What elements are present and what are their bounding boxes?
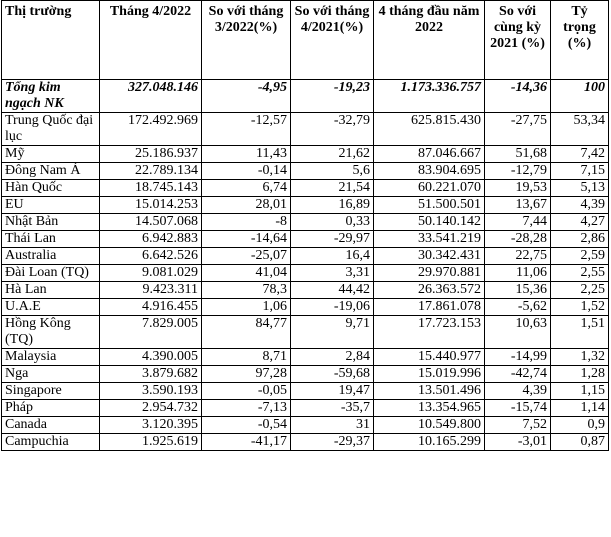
table-row [2, 366, 609, 383]
cell-share: 1,52 [551, 299, 609, 316]
cell-month-4-2022: 6.942.883 [100, 231, 202, 248]
cell-market: U.A.E [2, 299, 100, 316]
cell-month-4-2022: 22.789.134 [100, 163, 202, 180]
cell-vs-same-period-2021: 15,36 [485, 282, 551, 299]
cell-share: 7,15 [551, 163, 609, 180]
cell-market: Campuchia [2, 434, 100, 451]
cell-4-months-2022: 30.342.431 [374, 248, 485, 265]
cell-month-4-2022: 6.642.526 [100, 248, 202, 265]
cell-vs-same-period-2021: -3,01 [485, 434, 551, 451]
cell-vs-same-period-2021: 4,39 [485, 383, 551, 400]
cell-vs-same-period-2021: 11,06 [485, 265, 551, 282]
cell-market: Trung Quốc đại lục [2, 113, 100, 146]
header-vs-same-period-2021: So với cùng kỳ 2021 (%) [485, 1, 551, 80]
cell-4-months-2022: 26.363.572 [374, 282, 485, 299]
table-row [2, 248, 609, 265]
cell-month-4-2022: 9.081.029 [100, 265, 202, 282]
header-4-months-2022: 4 tháng đầu năm 2022 [374, 1, 485, 80]
table-row [2, 180, 609, 197]
cell-market: Mỹ [2, 146, 100, 163]
cell-market: EU [2, 197, 100, 214]
table-row [2, 197, 609, 214]
cell-share: 5,13 [551, 180, 609, 197]
import-market-table [1, 0, 609, 451]
cell-vs-month-3-2022: -0,54 [202, 417, 291, 434]
cell-month-4-2022: 14.507.068 [100, 214, 202, 231]
cell-vs-month-4-2021: -29,37 [291, 434, 374, 451]
cell-share: 2,55 [551, 265, 609, 282]
cell-vs-month-3-2022: 78,3 [202, 282, 291, 299]
cell-4-months-2022: 29.970.881 [374, 265, 485, 282]
cell-vs-same-period-2021: -12,79 [485, 163, 551, 180]
cell-vs-month-3-2022: 41,04 [202, 265, 291, 282]
cell-vs-month-4-2021: 9,71 [291, 316, 374, 349]
cell-vs-month-4-2021: -29,97 [291, 231, 374, 248]
table-row [2, 434, 609, 451]
cell-share: 100 [551, 80, 609, 113]
cell-share: 0,87 [551, 434, 609, 451]
cell-vs-month-3-2022: 8,71 [202, 349, 291, 366]
cell-vs-same-period-2021: -28,28 [485, 231, 551, 248]
header-month-4-2022: Tháng 4/2022 [100, 1, 202, 80]
cell-market: Pháp [2, 400, 100, 417]
cell-month-4-2022: 2.954.732 [100, 400, 202, 417]
cell-share: 1,28 [551, 366, 609, 383]
cell-4-months-2022: 50.140.142 [374, 214, 485, 231]
cell-vs-same-period-2021: 51,68 [485, 146, 551, 163]
table-row [2, 400, 609, 417]
cell-share: 1,15 [551, 383, 609, 400]
cell-vs-same-period-2021: 19,53 [485, 180, 551, 197]
cell-vs-same-period-2021: 10,63 [485, 316, 551, 349]
cell-market: Nga [2, 366, 100, 383]
table-row [2, 282, 609, 299]
cell-market: Đài Loan (TQ) [2, 265, 100, 282]
table-row [2, 146, 609, 163]
table-row [2, 316, 609, 349]
table-row [2, 383, 609, 400]
cell-vs-same-period-2021: -42,74 [485, 366, 551, 383]
cell-vs-month-4-2021: -59,68 [291, 366, 374, 383]
cell-market: Tổng kim ngạch NK [2, 80, 100, 113]
table-body [2, 80, 609, 451]
cell-vs-month-4-2021: 5,6 [291, 163, 374, 180]
cell-share: 2,86 [551, 231, 609, 248]
cell-share: 4,27 [551, 214, 609, 231]
cell-vs-month-3-2022: 1,06 [202, 299, 291, 316]
cell-vs-month-3-2022: 84,77 [202, 316, 291, 349]
cell-market: Nhật Bản [2, 214, 100, 231]
cell-4-months-2022: 15.019.996 [374, 366, 485, 383]
cell-month-4-2022: 18.745.143 [100, 180, 202, 197]
cell-vs-month-3-2022: -0,14 [202, 163, 291, 180]
cell-vs-month-3-2022: -4,95 [202, 80, 291, 113]
cell-vs-month-4-2021: 19,47 [291, 383, 374, 400]
cell-vs-month-3-2022: -14,64 [202, 231, 291, 248]
cell-4-months-2022: 87.046.667 [374, 146, 485, 163]
cell-market: Thái Lan [2, 231, 100, 248]
cell-vs-same-period-2021: -5,62 [485, 299, 551, 316]
header-vs-month-4-2021: So với tháng 4/2021(%) [291, 1, 374, 80]
cell-month-4-2022: 172.492.969 [100, 113, 202, 146]
table-row [2, 214, 609, 231]
cell-4-months-2022: 625.815.430 [374, 113, 485, 146]
cell-market: Singapore [2, 383, 100, 400]
table-row [2, 299, 609, 316]
cell-vs-same-period-2021: -15,74 [485, 400, 551, 417]
cell-month-4-2022: 15.014.253 [100, 197, 202, 214]
cell-month-4-2022: 327.048.146 [100, 80, 202, 113]
cell-vs-month-3-2022: 11,43 [202, 146, 291, 163]
cell-vs-month-3-2022: -7,13 [202, 400, 291, 417]
cell-market: Hà Lan [2, 282, 100, 299]
cell-share: 2,25 [551, 282, 609, 299]
cell-share: 2,59 [551, 248, 609, 265]
cell-4-months-2022: 17.861.078 [374, 299, 485, 316]
cell-vs-same-period-2021: 7,44 [485, 214, 551, 231]
cell-market: Australia [2, 248, 100, 265]
cell-vs-month-3-2022: 97,28 [202, 366, 291, 383]
header-market: Thị trường [2, 1, 100, 80]
cell-4-months-2022: 17.723.153 [374, 316, 485, 349]
cell-market: Hồng Kông (TQ) [2, 316, 100, 349]
cell-market: Malaysia [2, 349, 100, 366]
cell-share: 7,42 [551, 146, 609, 163]
cell-month-4-2022: 4.390.005 [100, 349, 202, 366]
cell-share: 4,39 [551, 197, 609, 214]
cell-vs-month-4-2021: 0,33 [291, 214, 374, 231]
cell-vs-same-period-2021: -14,99 [485, 349, 551, 366]
cell-share: 0,9 [551, 417, 609, 434]
cell-vs-month-3-2022: 6,74 [202, 180, 291, 197]
table-row [2, 113, 609, 146]
cell-4-months-2022: 13.501.496 [374, 383, 485, 400]
cell-vs-month-4-2021: 21,54 [291, 180, 374, 197]
cell-vs-month-3-2022: -25,07 [202, 248, 291, 265]
cell-4-months-2022: 60.221.070 [374, 180, 485, 197]
table-row [2, 349, 609, 366]
cell-vs-same-period-2021: 13,67 [485, 197, 551, 214]
cell-share: 1,51 [551, 316, 609, 349]
cell-4-months-2022: 1.173.336.757 [374, 80, 485, 113]
table-row [2, 417, 609, 434]
cell-vs-same-period-2021: -14,36 [485, 80, 551, 113]
cell-vs-month-3-2022: -0,05 [202, 383, 291, 400]
cell-month-4-2022: 4.916.455 [100, 299, 202, 316]
cell-vs-month-3-2022: -12,57 [202, 113, 291, 146]
cell-month-4-2022: 25.186.937 [100, 146, 202, 163]
cell-4-months-2022: 15.440.977 [374, 349, 485, 366]
total-row [2, 80, 609, 113]
cell-vs-month-4-2021: 2,84 [291, 349, 374, 366]
header-vs-month-3-2022: So với tháng 3/2022(%) [202, 1, 291, 80]
cell-vs-month-3-2022: -8 [202, 214, 291, 231]
cell-vs-month-3-2022: 28,01 [202, 197, 291, 214]
cell-vs-month-4-2021: 16,4 [291, 248, 374, 265]
header-row [2, 1, 609, 80]
table-row [2, 231, 609, 248]
cell-month-4-2022: 1.925.619 [100, 434, 202, 451]
cell-vs-same-period-2021: 7,52 [485, 417, 551, 434]
cell-vs-month-4-2021: -19,06 [291, 299, 374, 316]
cell-4-months-2022: 13.354.965 [374, 400, 485, 417]
cell-vs-same-period-2021: 22,75 [485, 248, 551, 265]
cell-vs-month-4-2021: -32,79 [291, 113, 374, 146]
cell-4-months-2022: 83.904.695 [374, 163, 485, 180]
cell-vs-month-4-2021: 44,42 [291, 282, 374, 299]
cell-vs-same-period-2021: -27,75 [485, 113, 551, 146]
cell-month-4-2022: 3.590.193 [100, 383, 202, 400]
cell-month-4-2022: 7.829.005 [100, 316, 202, 349]
cell-month-4-2022: 9.423.311 [100, 282, 202, 299]
cell-vs-month-3-2022: -41,17 [202, 434, 291, 451]
cell-vs-month-4-2021: 31 [291, 417, 374, 434]
cell-vs-month-4-2021: 16,89 [291, 197, 374, 214]
cell-month-4-2022: 3.879.682 [100, 366, 202, 383]
cell-vs-month-4-2021: -35,7 [291, 400, 374, 417]
cell-share: 1,32 [551, 349, 609, 366]
cell-4-months-2022: 33.541.219 [374, 231, 485, 248]
cell-4-months-2022: 10.549.800 [374, 417, 485, 434]
cell-vs-month-4-2021: 3,31 [291, 265, 374, 282]
cell-share: 53,34 [551, 113, 609, 146]
table-row [2, 265, 609, 282]
cell-vs-month-4-2021: 21,62 [291, 146, 374, 163]
cell-month-4-2022: 3.120.395 [100, 417, 202, 434]
cell-4-months-2022: 51.500.501 [374, 197, 485, 214]
cell-market: Hàn Quốc [2, 180, 100, 197]
cell-share: 1,14 [551, 400, 609, 417]
cell-market: Đông Nam Á [2, 163, 100, 180]
cell-vs-month-4-2021: -19,23 [291, 80, 374, 113]
cell-market: Canada [2, 417, 100, 434]
table-row [2, 163, 609, 180]
header-share: Tỷ trọng (%) [551, 1, 609, 80]
cell-4-months-2022: 10.165.299 [374, 434, 485, 451]
